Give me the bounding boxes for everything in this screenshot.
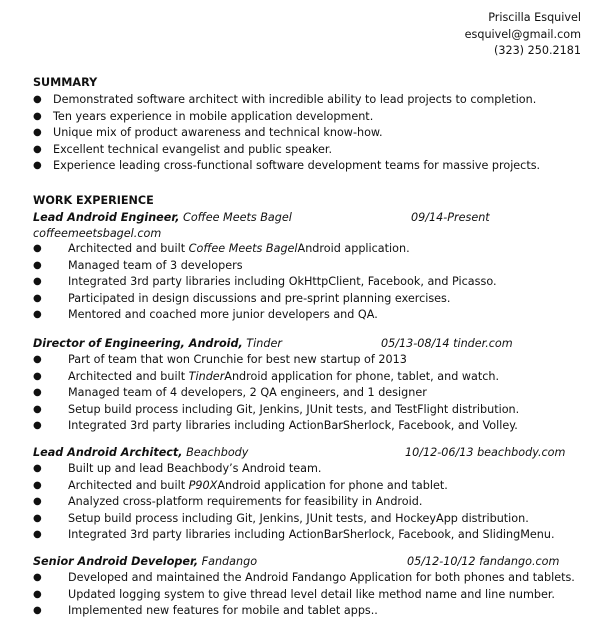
job-header xyxy=(33,210,543,226)
bullet-icon: ● xyxy=(33,110,42,122)
contact-name: Priscilla Esquivel xyxy=(488,11,581,24)
bullet-icon: ● xyxy=(33,292,42,304)
bullet-icon: ● xyxy=(33,276,42,287)
bullet-icon: ● xyxy=(33,370,42,382)
bullet-text: Developed and maintained the Android Fandango Application for both phones and tablets. xyxy=(68,571,575,584)
job-dates: 05/13-08/14 tinder.com xyxy=(381,337,513,350)
bullet-text: Integrated 3rd party libraries including OkHttpClient, Facebook, and Picasso. xyxy=(68,275,497,288)
job-dates: 09/14-Present xyxy=(411,211,490,224)
bullet-text: Built up and lead Beachbody’s Android team. xyxy=(68,462,322,475)
bullet-icon: ● xyxy=(33,354,42,365)
bullet-icon: ● xyxy=(33,572,42,583)
bullet-text: Setup build process including Git, Jenkins, JUnit tests, and TestFlight distribution. xyxy=(68,402,520,416)
job-header xyxy=(33,445,566,461)
job-company: Beachbody xyxy=(182,446,249,459)
bullet-icon: ● xyxy=(33,588,42,600)
bullet-text: Demonstrated software architect with incredible ability to lead projects to completion. xyxy=(53,93,537,106)
bullet-icon: ● xyxy=(33,160,42,171)
job-role: Senior Android Developer, xyxy=(33,555,199,568)
contact-email: esquivel@gmail.com xyxy=(464,27,581,41)
bullet-text: Analyzed cross-platform requirements for feasibility in Android. xyxy=(68,495,423,508)
bullet-icon: ● xyxy=(33,94,42,105)
bullet-icon: ● xyxy=(33,403,42,415)
bullet-text: Architected and built P90XAndroid application for phone and tablet. xyxy=(68,478,448,492)
bullet-text: Setup build process including Git, Jenkins, JUnit tests, and HockeyApp distribution. xyxy=(68,511,529,525)
bullet-icon: ● xyxy=(33,387,42,398)
bullet-text: Ten years experience in mobile application development. xyxy=(53,109,374,123)
bullet-icon: ● xyxy=(33,243,42,254)
job-company: Fandango xyxy=(198,555,258,568)
job-role: Lead Android Architect, xyxy=(33,446,183,459)
bullet-icon: ● xyxy=(33,309,42,320)
bullet-icon: ● xyxy=(33,143,42,155)
bullet-icon: ● xyxy=(33,529,42,540)
job-company: Tinder xyxy=(242,337,282,350)
bullet-text: Architected and built TinderAndroid application for phone, tablet, and watch. xyxy=(68,369,500,383)
bullet-icon: ● xyxy=(33,463,42,474)
bullet-icon: ● xyxy=(33,496,42,507)
job-role: Director of Engineering, Android, xyxy=(33,337,243,350)
bullet-icon: ● xyxy=(33,479,42,491)
bullet-text: Excellent technical evangelist and public speaker. xyxy=(53,142,333,156)
job-role: Lead Android Engineer, xyxy=(33,211,180,224)
job-company: Coffee Meets Bagel xyxy=(179,211,292,224)
bullet-icon: ● xyxy=(33,127,42,138)
bullet-text: Managed team of 4 developers, 2 QA engineers, and 1 designer xyxy=(68,386,427,399)
job-dates: 05/12-10/12 fandango.com xyxy=(407,555,560,568)
bullet-text: Managed team of 3 developers xyxy=(68,258,243,272)
bullet-icon: ● xyxy=(33,259,42,271)
bullet-text: Participated in design discussions and pre-sprint planning exercises. xyxy=(68,291,451,305)
job-header xyxy=(33,554,560,570)
bullet-icon: ● xyxy=(33,605,42,616)
bullet-icon: ● xyxy=(33,420,42,431)
bullet-text: Updated logging system to give thread level detail like method name and line number. xyxy=(68,587,555,601)
job-site: coffeemeetsbagel.com xyxy=(33,227,162,240)
bullet-text: Part of team that won Crunchie for best new startup of 2013 xyxy=(68,353,407,366)
bullet-text: Mentored and coached more junior developers and QA. xyxy=(68,308,378,321)
bullet-text: Architected and built Coffee Meets BagelAndroid application. xyxy=(68,242,410,255)
bullet-text: Integrated 3rd party libraries including ActionBarSherlock, Facebook, and SlidingMenu. xyxy=(68,528,555,541)
bullet-text: Experience leading cross-functional software development teams for massive projects. xyxy=(53,159,541,172)
job-header xyxy=(33,336,543,352)
work-experience-heading: WORK EXPERIENCE xyxy=(33,194,154,207)
contact-phone: (323) 250.2181 xyxy=(493,44,581,57)
bullet-text: Implemented new features for mobile and tablet apps.. xyxy=(68,604,378,617)
bullet-icon: ● xyxy=(33,512,42,524)
job-dates: 10/12-06/13 beachbody.com xyxy=(405,446,566,459)
contact-block xyxy=(465,10,581,60)
bullet-text: Unique mix of product awareness and technical know-how. xyxy=(53,126,383,139)
bullet-text: Integrated 3rd party libraries including ActionBarSherlock, Facebook, and Volley. xyxy=(68,419,518,432)
summary-heading: SUMMARY xyxy=(33,76,98,89)
